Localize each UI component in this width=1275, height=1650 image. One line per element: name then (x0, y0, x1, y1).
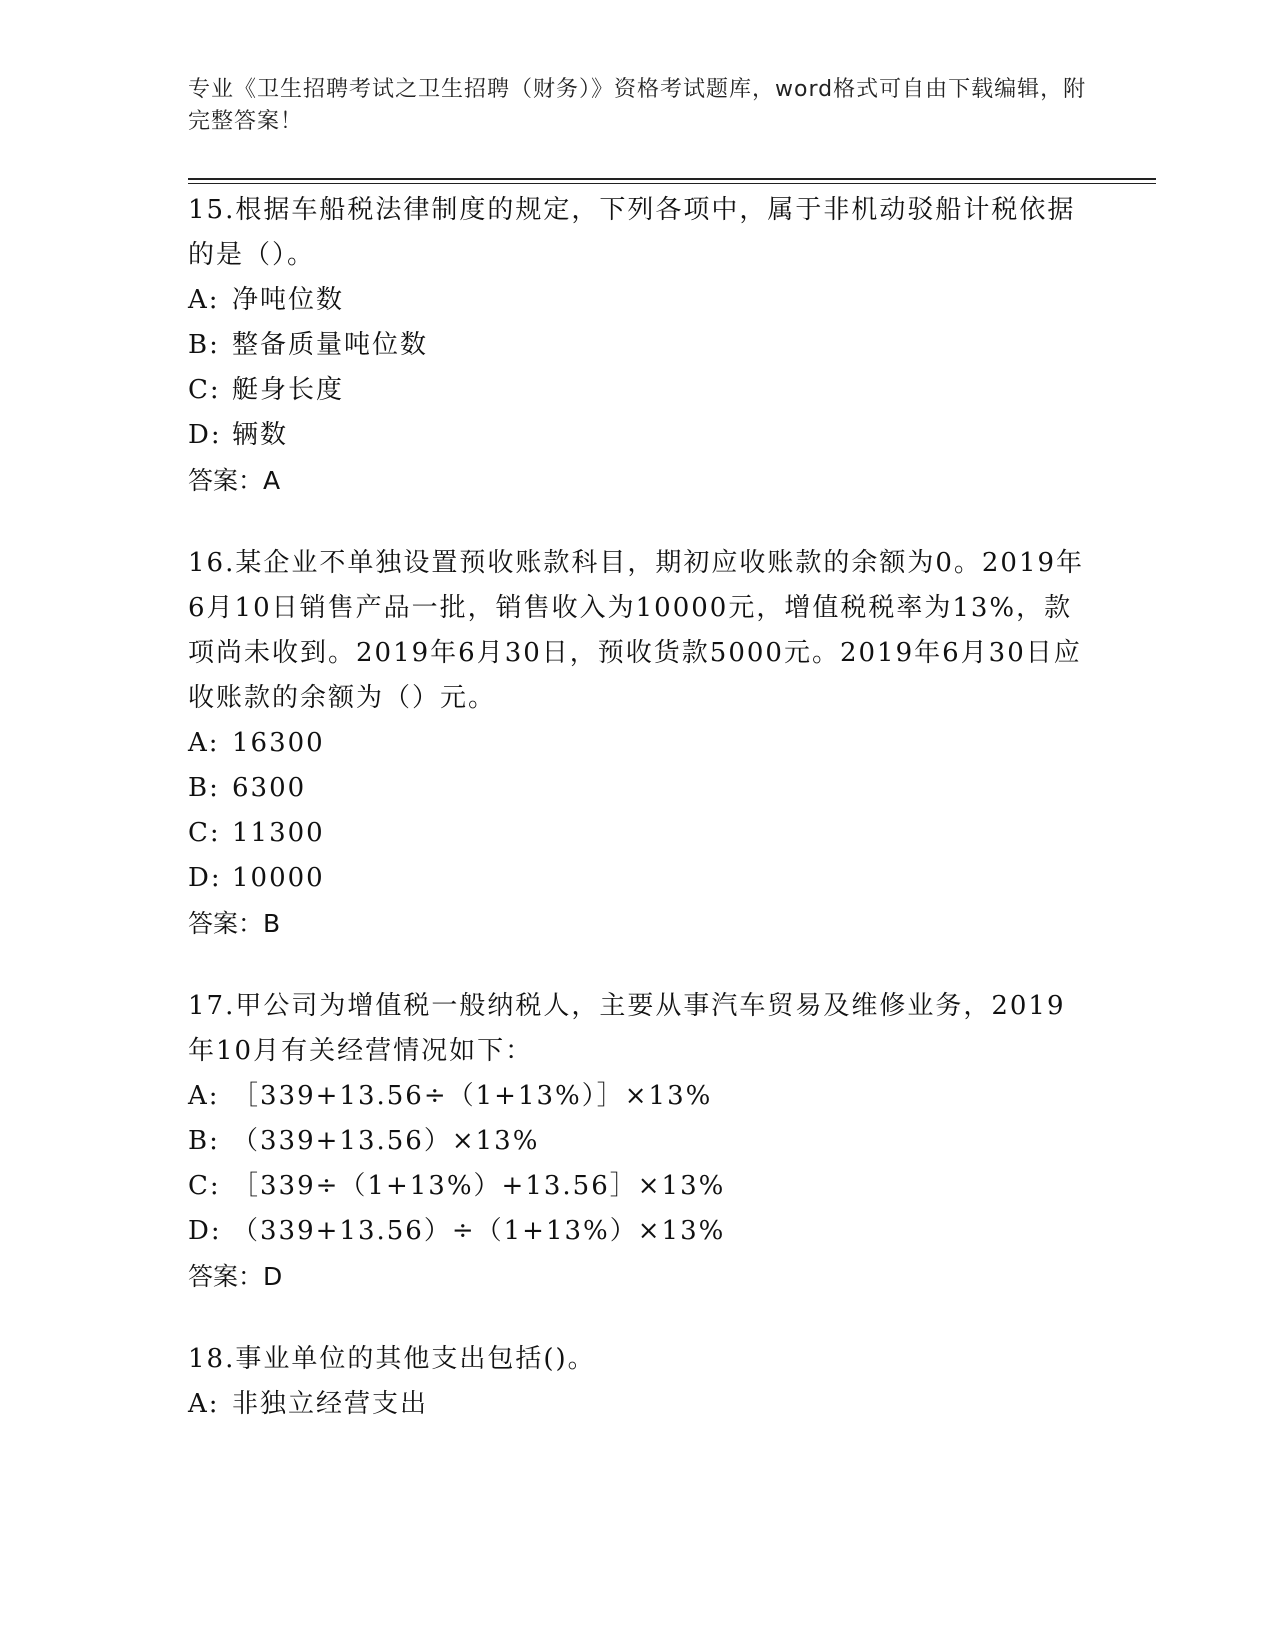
option-a (188, 1074, 1088, 1119)
option-key: D: (188, 420, 222, 450)
answer-line: 答案：A (188, 466, 281, 495)
option-text: （339+13.56）×13% (232, 1126, 540, 1156)
option-key: D: (188, 1216, 222, 1246)
document-header: 专业《卫生招聘考试之卫生招聘（财务）》资格考试题库，word格式可自由下载编辑，附完整答案！ (188, 77, 1087, 134)
option-text: 艇身长度 (232, 375, 345, 405)
option-text: 非独立经营支出 (232, 1389, 429, 1419)
question-17 (188, 984, 1088, 1299)
option-key: B: (188, 1126, 220, 1156)
header-divider-thin (188, 183, 1156, 184)
question-list (188, 188, 1088, 1465)
header-divider-thick (188, 178, 1156, 180)
question-stem: 18.事业单位的其他支出包括()。 (188, 1344, 596, 1374)
option-a (188, 278, 1088, 323)
option-key: C: (188, 375, 221, 405)
option-key: B: (188, 330, 220, 360)
option-key: C: (188, 1171, 221, 1201)
option-d (188, 856, 1088, 901)
option-key: A: (188, 1389, 220, 1419)
question-stem: 17.甲公司为增值税一般纳税人，主要从事汽车贸易及维修业务，2019年10月有关经营情况如下： (188, 991, 1066, 1066)
option-text: 整备质量吨位数 (232, 330, 429, 360)
question-15 (188, 188, 1088, 503)
option-key: A: (188, 1081, 220, 1111)
option-key: B: (188, 773, 220, 803)
option-text: 净吨位数 (232, 285, 345, 315)
option-key: A: (188, 728, 220, 758)
option-c (188, 811, 1088, 856)
option-key: C: (188, 818, 221, 848)
option-b (188, 1119, 1088, 1164)
option-text: 10000 (232, 863, 325, 893)
option-a (188, 721, 1088, 766)
option-c (188, 368, 1088, 413)
option-b (188, 323, 1088, 368)
option-key: A: (188, 285, 220, 315)
option-d (188, 413, 1088, 458)
question-stem: 16.某企业不单独设置预收账款科目，期初应收账款的余额为0。2019年6月10日销售产品一批，销售收入为10000元，增值税税率为13%，款项尚未收到。2019年6月30日，预收货款5000元。2019年6月30日应收账款的余额为（）元。 (188, 548, 1085, 713)
option-text: 6300 (232, 773, 307, 803)
question-16 (188, 541, 1088, 946)
option-text: ［339+13.56÷（1+13%）］×13% (232, 1081, 713, 1111)
option-text: 辆数 (232, 420, 289, 450)
question-stem: 15.根据车船税法律制度的规定，下列各项中，属于非机动驳船计税依据的是（）。 (188, 195, 1076, 270)
option-c (188, 1164, 1088, 1209)
option-b (188, 766, 1088, 811)
option-text: 16300 (232, 728, 325, 758)
option-a (188, 1382, 1088, 1427)
option-text: ［339÷（1+13%）+13.56］×13% (232, 1171, 726, 1201)
option-key: D: (188, 863, 222, 893)
question-18 (188, 1337, 1088, 1427)
option-text: （339+13.56）÷（1+13%）×13% (232, 1216, 726, 1246)
answer-line: 答案：B (188, 909, 281, 938)
answer-line: 答案：D (188, 1262, 283, 1291)
option-text: 11300 (232, 818, 325, 848)
option-d (188, 1209, 1088, 1254)
